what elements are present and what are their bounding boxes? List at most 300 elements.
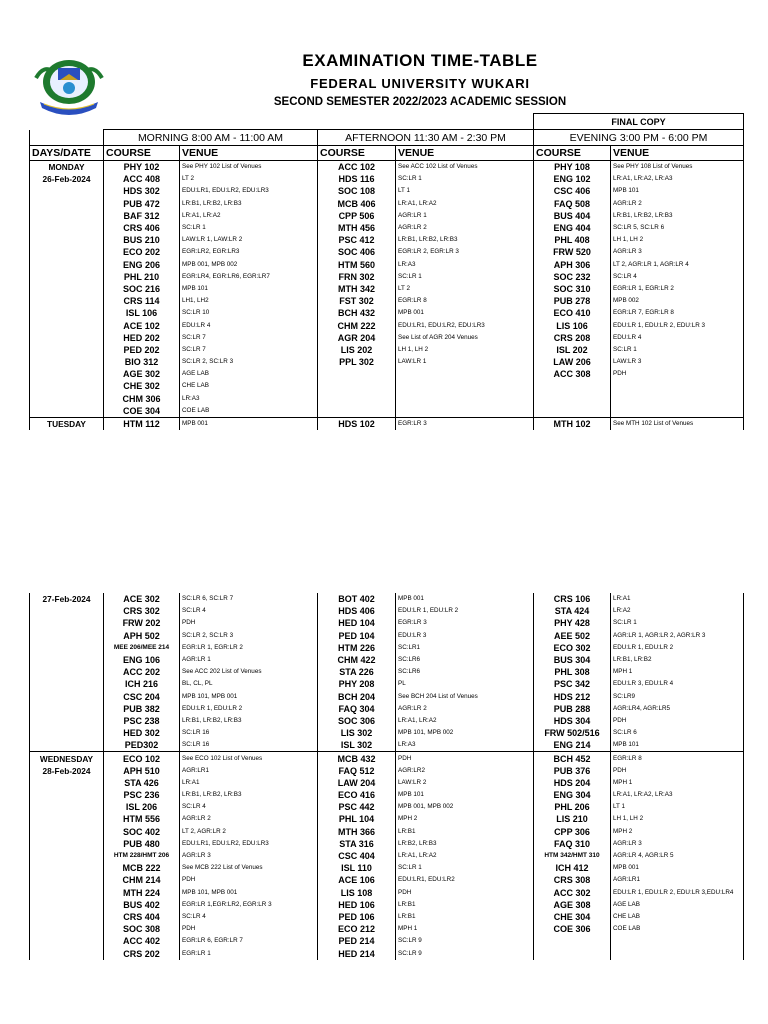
day-cell xyxy=(30,838,104,850)
afternoon-course xyxy=(318,393,396,405)
morning-course: ACE 102 xyxy=(104,319,180,331)
afternoon-course: LAW 204 xyxy=(318,777,396,789)
afternoon-venue: MPB 001, MPB 002 xyxy=(396,801,534,813)
morning-course: SOC 216 xyxy=(104,283,180,295)
table-row xyxy=(30,765,744,777)
morning-venue: CHE LAB xyxy=(180,380,318,392)
morning-course: CHM 214 xyxy=(104,874,180,886)
morning-course: COE 304 xyxy=(104,405,180,418)
afternoon-course: PPL 302 xyxy=(318,356,396,368)
evening-course: FAQ 310 xyxy=(534,838,611,850)
morning-course: HTM 228/HMT 206 xyxy=(104,850,180,862)
evening-venue: MPH 1 xyxy=(611,777,744,789)
page-title: EXAMINATION TIME-TABLE xyxy=(302,51,538,70)
day-cell xyxy=(30,789,104,801)
afternoon-venue: AGR:LR2 xyxy=(396,765,534,777)
evening-venue: MPB 002 xyxy=(611,295,744,307)
evening-course: ENG 304 xyxy=(534,789,611,801)
evening-venue xyxy=(611,935,744,947)
afternoon-course: FAQ 512 xyxy=(318,765,396,777)
morning-course: ACC 202 xyxy=(104,666,180,678)
afternoon-course: PHL 104 xyxy=(318,813,396,825)
morning-course: MCB 222 xyxy=(104,862,180,874)
morning-course: PUB 472 xyxy=(104,198,180,210)
morning-course: ENG 206 xyxy=(104,259,180,271)
morning-venue: LR:A1 xyxy=(180,777,318,789)
afternoon-venue: SC:LR6 xyxy=(396,654,534,666)
afternoon-course: ISL 302 xyxy=(318,739,396,752)
day-cell xyxy=(30,307,104,319)
evening-venue: LR:B1, LR:B2 xyxy=(611,654,744,666)
morning-course: APH 502 xyxy=(104,630,180,642)
day-cell xyxy=(30,380,104,392)
day-cell xyxy=(30,405,104,418)
evening-venue: EDU:LR 3, EDU:LR 4 xyxy=(611,678,744,690)
evening-venue xyxy=(611,405,744,418)
afternoon-venue: LR:B1 xyxy=(396,911,534,923)
afternoon-venue: LR:A1, LR:A2 xyxy=(396,198,534,210)
day-cell xyxy=(30,654,104,666)
table-row xyxy=(30,283,744,295)
evening-venue: LAW:LR 3 xyxy=(611,356,744,368)
evening-venue: MPH 1 xyxy=(611,666,744,678)
day-cell xyxy=(30,210,104,222)
evening-course: LIS 210 xyxy=(534,813,611,825)
morning-venue: SC:LR 2, SC:LR 3 xyxy=(180,630,318,642)
morning-venue: MPB 001 xyxy=(180,417,318,430)
afternoon-course xyxy=(318,368,396,380)
morning-venue: MPB 101 xyxy=(180,283,318,295)
evening-course xyxy=(534,947,611,959)
evening-course: SOC 232 xyxy=(534,271,611,283)
afternoon-venue: EDU:LR1, EDU:LR2, EDU:LR3 xyxy=(396,319,534,331)
morning-venue: See MCB 222 List of Venues xyxy=(180,862,318,874)
morning-course: APH 510 xyxy=(104,765,180,777)
morning-venue: See PHY 102 List of Venues xyxy=(180,161,318,174)
afternoon-header: AFTERNOON 11:30 AM - 2:30 PM xyxy=(318,130,534,146)
morning-course: CRS 114 xyxy=(104,295,180,307)
morning-course: ENG 106 xyxy=(104,654,180,666)
evening-course: MTH 102 xyxy=(534,417,611,430)
evening-venue: EGR:LR 1, EGR:LR 2 xyxy=(611,283,744,295)
day-cell xyxy=(30,185,104,197)
afternoon-venue xyxy=(396,368,534,380)
evening-venue: EDU:LR 4 xyxy=(611,332,744,344)
afternoon-venue: SC:LR 9 xyxy=(396,947,534,959)
evening-course: HDS 212 xyxy=(534,691,611,703)
morning-venue: MPB 101, MPB 001 xyxy=(180,887,318,899)
day-cell xyxy=(30,935,104,947)
table-row xyxy=(30,185,744,197)
evening-course: ECO 302 xyxy=(534,642,611,654)
morning-venue: SC:LR 10 xyxy=(180,307,318,319)
evening-venue: AGR:LR 1, AGR:LR 2, AGR:LR 3 xyxy=(611,630,744,642)
afternoon-venue: EGR:LR 3 xyxy=(396,617,534,629)
table-row xyxy=(30,777,744,789)
day-cell xyxy=(30,887,104,899)
evening-course: PHL 408 xyxy=(534,234,611,246)
morning-course: PHL 210 xyxy=(104,271,180,283)
morning-course: SOC 402 xyxy=(104,826,180,838)
day-cell xyxy=(30,923,104,935)
evening-venue: MPB 001 xyxy=(611,862,744,874)
morning-course: BIO 312 xyxy=(104,356,180,368)
afternoon-course: MTH 456 xyxy=(318,222,396,234)
day-cell xyxy=(30,678,104,690)
timetable-page-1 xyxy=(29,113,744,430)
afternoon-course: FRN 302 xyxy=(318,271,396,283)
afternoon-course: PED 106 xyxy=(318,911,396,923)
morning-course: CHE 302 xyxy=(104,380,180,392)
table-row xyxy=(30,923,744,935)
evening-course: ENG 102 xyxy=(534,173,611,185)
morning-course: ICH 216 xyxy=(104,678,180,690)
morning-venue: EGR:LR2, EGR:LR3 xyxy=(180,246,318,258)
day-cell xyxy=(30,393,104,405)
table-row xyxy=(30,161,744,174)
table-row xyxy=(30,862,744,874)
morning-venue: EGR:LR 1 xyxy=(180,947,318,959)
morning-venue: EDU:LR1, EDU:LR2, EDU:LR3 xyxy=(180,838,318,850)
afternoon-venue: MPB 001 xyxy=(396,307,534,319)
afternoon-course: BCH 432 xyxy=(318,307,396,319)
afternoon-course: CHM 222 xyxy=(318,319,396,331)
morning-venue: PDH xyxy=(180,923,318,935)
morning-venue: AGR:LR 2 xyxy=(180,813,318,825)
evening-course: AEE 502 xyxy=(534,630,611,642)
afternoon-venue: PDH xyxy=(396,752,534,765)
morning-course: HDS 302 xyxy=(104,185,180,197)
morning-course: PUB 480 xyxy=(104,838,180,850)
table-row xyxy=(30,850,744,862)
table-row xyxy=(30,826,744,838)
day-cell xyxy=(30,777,104,789)
morning-course: FRW 202 xyxy=(104,617,180,629)
afternoon-venue xyxy=(396,405,534,418)
afternoon-venue: EDU:LR1, EDU:LR2 xyxy=(396,874,534,886)
day-cell xyxy=(30,813,104,825)
afternoon-course: HDS 102 xyxy=(318,417,396,430)
evening-venue xyxy=(611,393,744,405)
table-row xyxy=(30,368,744,380)
evening-venue: SC:LR 1 xyxy=(611,617,744,629)
afternoon-course: BOT 402 xyxy=(318,593,396,605)
day-cell xyxy=(30,295,104,307)
afternoon-course xyxy=(318,380,396,392)
morning-venue: EGR:LR 1,EGR:LR2, EGR:LR 3 xyxy=(180,899,318,911)
afternoon-course: HTM 226 xyxy=(318,642,396,654)
morning-venue: EGR:LR4, EGR:LR6, EGR:LR7 xyxy=(180,271,318,283)
evening-course: ENG 214 xyxy=(534,739,611,752)
evening-venue: LH 1, LH 2 xyxy=(611,813,744,825)
afternoon-venue: SC:LR 1 xyxy=(396,862,534,874)
day-cell xyxy=(30,642,104,654)
table-row xyxy=(30,911,744,923)
table-row xyxy=(30,630,744,642)
morning-venue: LAW:LR 1, LAW:LR 2 xyxy=(180,234,318,246)
evening-venue: EGR:LR 8 xyxy=(611,752,744,765)
afternoon-venue xyxy=(396,380,534,392)
day-cell xyxy=(30,727,104,739)
morning-venue: SC:LR 16 xyxy=(180,739,318,752)
day-cell xyxy=(30,630,104,642)
day-cell: WEDNESDAY xyxy=(30,752,104,765)
morning-course: MTH 224 xyxy=(104,887,180,899)
afternoon-venue: LR:B1 xyxy=(396,899,534,911)
table-row xyxy=(30,739,744,752)
afternoon-course: STA 316 xyxy=(318,838,396,850)
morning-course: STA 426 xyxy=(104,777,180,789)
morning-venue: LT 2 xyxy=(180,173,318,185)
evening-venue: AGE LAB xyxy=(611,899,744,911)
evening-course xyxy=(534,393,611,405)
day-cell xyxy=(30,368,104,380)
morning-course: PSC 238 xyxy=(104,715,180,727)
morning-venue: LH1, LH2 xyxy=(180,295,318,307)
evening-course: PUB 278 xyxy=(534,295,611,307)
table-row xyxy=(30,246,744,258)
table-row xyxy=(30,642,744,654)
morning-venue: EDU:LR 1, EDU:LR 2 xyxy=(180,703,318,715)
evening-venue: LR:A2 xyxy=(611,605,744,617)
evening-venue: AGR:LR 3 xyxy=(611,246,744,258)
evening-course: PHY 108 xyxy=(534,161,611,174)
evening-course: PHL 308 xyxy=(534,666,611,678)
morning-course: HTM 556 xyxy=(104,813,180,825)
afternoon-course: LIS 202 xyxy=(318,344,396,356)
morning-venue: See ACC 202 List of Venues xyxy=(180,666,318,678)
table-row xyxy=(30,319,744,331)
morning-venue: SC:LR 4 xyxy=(180,801,318,813)
afternoon-venue: EDU:LR 3 xyxy=(396,630,534,642)
evening-venue: See PHY 108 List of Venues xyxy=(611,161,744,174)
afternoon-course: ISL 110 xyxy=(318,862,396,874)
morning-course: PED302 xyxy=(104,739,180,752)
evening-venue: AGR:LR1 xyxy=(611,874,744,886)
afternoon-venue: SC:LR 1 xyxy=(396,173,534,185)
morning-course: CRS 302 xyxy=(104,605,180,617)
evening-course: ECO 410 xyxy=(534,307,611,319)
day-cell xyxy=(30,874,104,886)
evening-course xyxy=(534,935,611,947)
table-row xyxy=(30,789,744,801)
afternoon-venue: SC:LR 1 xyxy=(396,271,534,283)
morning-venue: PDH xyxy=(180,874,318,886)
afternoon-course: CSC 404 xyxy=(318,850,396,862)
evening-course: ENG 404 xyxy=(534,222,611,234)
table-row xyxy=(30,703,744,715)
course-header: COURSE xyxy=(534,146,611,161)
afternoon-course: PHY 208 xyxy=(318,678,396,690)
afternoon-venue: LAW:LR 1 xyxy=(396,356,534,368)
afternoon-venue: MPB 101, MPB 002 xyxy=(396,727,534,739)
course-header: COURSE xyxy=(104,146,180,161)
course-header: COURSE xyxy=(318,146,396,161)
day-cell xyxy=(30,826,104,838)
university-logo xyxy=(30,52,108,116)
morning-course: PED 202 xyxy=(104,344,180,356)
day-cell xyxy=(30,319,104,331)
table-row xyxy=(30,210,744,222)
afternoon-course: ECO 416 xyxy=(318,789,396,801)
afternoon-venue: LR:B1 xyxy=(396,826,534,838)
evening-course xyxy=(534,380,611,392)
table-row xyxy=(30,605,744,617)
morning-course: HTM 112 xyxy=(104,417,180,430)
evening-venue: EGR:LR 7, EGR:LR 8 xyxy=(611,307,744,319)
afternoon-venue: MPB 001 xyxy=(396,593,534,605)
morning-venue: PDH xyxy=(180,617,318,629)
evening-venue: LR:A1, LR:A2, LR:A3 xyxy=(611,173,744,185)
evening-venue: EDU:LR 1, EDU:LR 2, EDU:LR 3 xyxy=(611,319,744,331)
day-cell xyxy=(30,605,104,617)
morning-course: CRS 202 xyxy=(104,947,180,959)
afternoon-venue: EDU:LR 1, EDU:LR 2 xyxy=(396,605,534,617)
table-row xyxy=(30,259,744,271)
morning-venue: AGE LAB xyxy=(180,368,318,380)
evening-venue: LT 1 xyxy=(611,801,744,813)
evening-course: LIS 106 xyxy=(534,319,611,331)
morning-venue: EDU:LR 4 xyxy=(180,319,318,331)
morning-course: ECO 202 xyxy=(104,246,180,258)
afternoon-venue: AGR:LR 2 xyxy=(396,703,534,715)
evening-venue: AGR:LR 2 xyxy=(611,198,744,210)
day-cell: 27-Feb-2024 xyxy=(30,593,104,605)
morning-course: PUB 382 xyxy=(104,703,180,715)
evening-course: CRS 106 xyxy=(534,593,611,605)
afternoon-venue: LR:A1, LR:A2 xyxy=(396,715,534,727)
morning-course: ACC 408 xyxy=(104,173,180,185)
table-row xyxy=(30,874,744,886)
afternoon-venue xyxy=(396,393,534,405)
table-row xyxy=(30,593,744,605)
timetable-page-2 xyxy=(29,593,744,960)
table-row xyxy=(30,295,744,307)
afternoon-course: BCH 204 xyxy=(318,691,396,703)
evening-course: CRS 308 xyxy=(534,874,611,886)
evening-course: LAW 206 xyxy=(534,356,611,368)
day-cell xyxy=(30,739,104,752)
morning-venue: See ECO 102 List of Venues xyxy=(180,752,318,765)
morning-venue: SC:LR 2, SC:LR 3 xyxy=(180,356,318,368)
evening-venue: AGR:LR4, AGR:LR5 xyxy=(611,703,744,715)
morning-course: PHY 102 xyxy=(104,161,180,174)
evening-course: ACC 302 xyxy=(534,887,611,899)
evening-venue: SC:LR 1 xyxy=(611,344,744,356)
afternoon-course: PSC 412 xyxy=(318,234,396,246)
morning-venue: SC:LR 7 xyxy=(180,344,318,356)
day-cell: 26-Feb-2024 xyxy=(30,173,104,185)
afternoon-course: CHM 422 xyxy=(318,654,396,666)
morning-course: ACC 402 xyxy=(104,935,180,947)
table-row xyxy=(30,307,744,319)
day-cell: 28-Feb-2024 xyxy=(30,765,104,777)
afternoon-course: MTH 366 xyxy=(318,826,396,838)
evening-venue: MPB 101 xyxy=(611,739,744,752)
morning-course: CHM 306 xyxy=(104,393,180,405)
morning-venue: AGR:LR 3 xyxy=(180,850,318,862)
afternoon-course: SOC 108 xyxy=(318,185,396,197)
morning-course: ECO 102 xyxy=(104,752,180,765)
morning-course: ACE 302 xyxy=(104,593,180,605)
morning-venue: LR:A1, LR:A2 xyxy=(180,210,318,222)
evening-venue: PDH xyxy=(611,765,744,777)
evening-course: FRW 520 xyxy=(534,246,611,258)
evening-course: COE 306 xyxy=(534,923,611,935)
final-copy-label: FINAL COPY xyxy=(534,114,744,130)
table-row xyxy=(30,654,744,666)
afternoon-venue: EGR:LR 8 xyxy=(396,295,534,307)
afternoon-course xyxy=(318,405,396,418)
afternoon-venue: LR:A1, LR:A2 xyxy=(396,850,534,862)
morning-course: PSC 236 xyxy=(104,789,180,801)
morning-course: CRS 406 xyxy=(104,222,180,234)
evening-venue: MPB 101 xyxy=(611,185,744,197)
morning-venue: LT 2, AGR:LR 2 xyxy=(180,826,318,838)
evening-course: PUB 376 xyxy=(534,765,611,777)
evening-venue: LR:A1 xyxy=(611,593,744,605)
evening-venue xyxy=(611,947,744,959)
evening-venue: COE LAB xyxy=(611,923,744,935)
afternoon-course: AGR 204 xyxy=(318,332,396,344)
afternoon-course: PED 104 xyxy=(318,630,396,642)
evening-venue: LT 2, AGR:LR 1, AGR:LR 4 xyxy=(611,259,744,271)
day-cell xyxy=(30,246,104,258)
afternoon-course: STA 226 xyxy=(318,666,396,678)
table-row xyxy=(30,271,744,283)
morning-venue: SC:LR 4 xyxy=(180,605,318,617)
afternoon-venue: LT 2 xyxy=(396,283,534,295)
evening-venue: LH 1, LH 2 xyxy=(611,234,744,246)
day-cell xyxy=(30,617,104,629)
morning-course: MEE 206/MEE 214 xyxy=(104,642,180,654)
morning-venue: MPB 101, MPB 001 xyxy=(180,691,318,703)
morning-course: CSC 204 xyxy=(104,691,180,703)
day-cell xyxy=(30,850,104,862)
evening-venue: SC:LR9 xyxy=(611,691,744,703)
evening-course: BUS 404 xyxy=(534,210,611,222)
evening-course: HDS 204 xyxy=(534,777,611,789)
evening-course: CRS 208 xyxy=(534,332,611,344)
day-cell xyxy=(30,691,104,703)
table-row xyxy=(30,947,744,959)
evening-venue: SC:LR 6 xyxy=(611,727,744,739)
evening-course: PHL 206 xyxy=(534,801,611,813)
afternoon-venue: LR:A3 xyxy=(396,259,534,271)
evening-course: PSC 342 xyxy=(534,678,611,690)
day-cell xyxy=(30,703,104,715)
evening-venue: SC:LR 5, SC:LR 6 xyxy=(611,222,744,234)
morning-venue: EDU:LR1, EDU:LR2, EDU:LR3 xyxy=(180,185,318,197)
evening-course: CSC 406 xyxy=(534,185,611,197)
evening-course: HDS 304 xyxy=(534,715,611,727)
morning-venue: LR:B1, LR:B2, LR:B3 xyxy=(180,789,318,801)
afternoon-course: LIS 302 xyxy=(318,727,396,739)
day-cell xyxy=(30,271,104,283)
table-row xyxy=(30,935,744,947)
morning-venue: MPB 001, MPB 002 xyxy=(180,259,318,271)
morning-course: ISL 206 xyxy=(104,801,180,813)
table-row xyxy=(30,222,744,234)
afternoon-venue: AGR:LR 2 xyxy=(396,222,534,234)
morning-course: SOC 308 xyxy=(104,923,180,935)
afternoon-course: HED 214 xyxy=(318,947,396,959)
table-row xyxy=(30,198,744,210)
afternoon-venue: See List of AGR 204 Venues xyxy=(396,332,534,344)
table-row xyxy=(30,727,744,739)
day-cell xyxy=(30,801,104,813)
table-row xyxy=(30,393,744,405)
